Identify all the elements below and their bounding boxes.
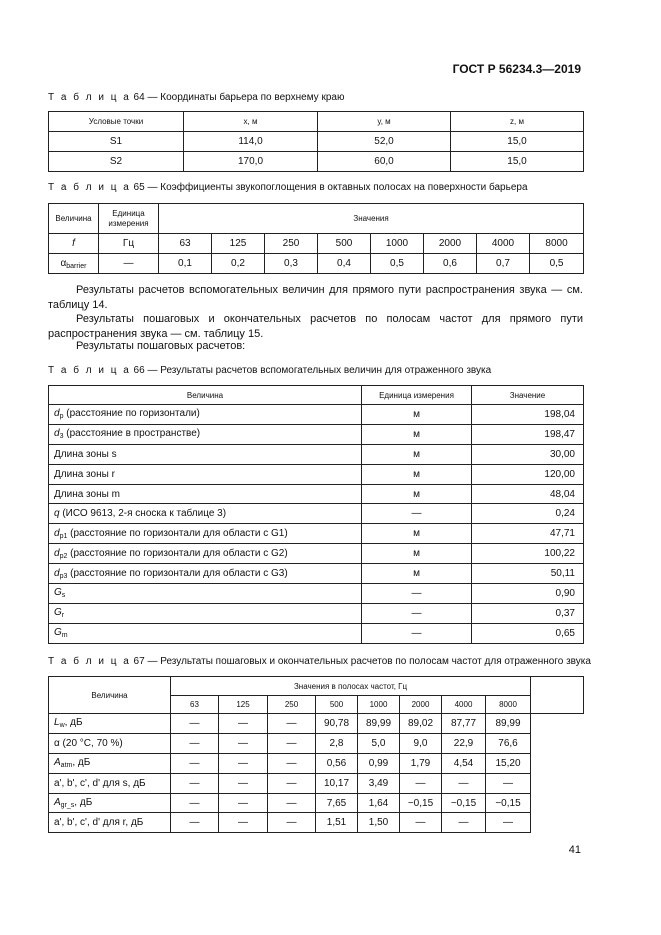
symbol: d [54,567,60,579]
column-header: 2000 [400,696,442,714]
quantity-text: , дБ [72,757,91,769]
table-row [49,484,584,504]
unit-cell: — [362,584,472,604]
column-header: Значения в полосах частот, Гц [171,677,531,696]
value-cell: 10,17 [316,773,358,793]
symbol: L [54,717,60,729]
unit-cell: м [362,564,472,584]
unit-cell: м [362,424,472,444]
cell: 2000 [424,234,477,254]
value-cell: 1,64 [358,793,400,813]
table-row [49,813,584,833]
value-cell: 4,54 [442,753,486,773]
column-header: 250 [268,696,316,714]
value-cell: 89,02 [400,714,442,734]
unit-cell: м [362,544,472,564]
document-code: ГОСТ Р 56234.3—2019 [452,62,581,76]
quantity-text: (расстояние по горизонтали) [63,408,200,420]
unit-cell: м [362,405,472,425]
value-cell: — [486,813,531,833]
value-cell: — [268,733,316,753]
column-header: Величина [49,386,362,405]
subscript: p2 [59,552,68,560]
symbol: A [54,797,61,808]
cell: 0,5 [530,254,584,274]
quantity-text: α (20 °С, 70 %) [54,737,123,749]
table-row [49,733,584,753]
quantity-cell [49,504,362,524]
table-row [49,564,584,584]
subscript: s [61,592,66,600]
paragraph: Результаты расчетов вспомогательных величин для прямого пути распространения звука — см. таблицу 14. [48,284,583,311]
cell: 114,0 [184,132,318,152]
column-header: 500 [316,696,358,714]
value-cell: 0,56 [316,753,358,773]
frequency-symbol: f [72,238,75,249]
symbol: d [54,527,60,539]
unit-cell: — [362,504,472,524]
value-cell: — [268,813,316,833]
table-row [49,504,584,524]
value-cell: 89,99 [358,714,400,734]
table-row [49,254,584,274]
table-row [49,603,584,623]
cell: 15,0 [451,152,584,172]
table-row [49,544,584,564]
value-cell: — [171,813,219,833]
value-cell: — [268,714,316,734]
table-row [49,234,584,254]
value-cell: — [486,773,531,793]
table-row [49,793,584,813]
value-cell: −0,15 [442,793,486,813]
value-cell: 198,04 [472,405,584,425]
symbol: G [54,587,62,599]
cell: 0,7 [477,254,530,274]
quantity-text: Длина зоны s [54,448,117,460]
value-cell: 0,24 [472,504,584,524]
quantity-text: Длина зоны r [54,468,115,480]
cell: 60,0 [318,152,451,172]
table-67-caption [48,656,591,667]
quantity-cell [49,813,171,833]
subscript: p3 [59,572,68,580]
paragraph: Результаты пошаговых расчетов: [76,340,246,352]
quantity-text: , дБ [64,717,83,729]
subscript: p [59,413,64,421]
table-66 [48,385,584,644]
alpha-subscript: barrier [66,262,87,270]
table-row [49,524,584,544]
table-66-caption [48,365,491,376]
value-cell: 7,65 [316,793,358,813]
value-cell: — [400,773,442,793]
cell: 15,0 [451,132,584,152]
value-cell: 48,04 [472,484,584,504]
value-cell: 1,79 [400,753,442,773]
cell: 4000 [477,234,530,254]
value-cell: 120,00 [472,464,584,484]
quantity-text: a', b', c', d' для r, дБ [54,817,144,829]
quantity-text: (расстояние в пространстве) [63,428,201,440]
table-row [49,464,584,484]
quantity-cell [49,405,362,425]
value-cell: 1,51 [316,813,358,833]
value-cell: — [268,793,316,813]
quantity-text: (ИСО 9613, 2-я сноска к таблице 3) [59,508,227,520]
table-label: Т а б л и ц а [48,92,131,103]
value-cell: — [219,714,268,734]
cell: 0,4 [318,254,371,274]
unit-header-line-1: Единица [112,208,145,218]
value-cell: 9,0 [400,733,442,753]
cell: S1 [49,132,184,152]
table-caption-text: 66 — Результаты расчетов вспомогательных величин для отраженного звука [130,365,492,376]
value-cell: 76,6 [486,733,531,753]
quantity-text: , дБ [74,797,93,808]
table-row [49,753,584,773]
value-cell: — [400,813,442,833]
quantity-text: a', b', c', d' для s, дБ [54,777,146,789]
quantity-text: (расстояние по горизонтали для области с G3) [67,567,288,579]
value-cell: — [268,773,316,793]
cell: Гц [99,234,159,254]
quantity-cell [49,424,362,444]
table-row [49,714,584,734]
unit-cell: — [362,603,472,623]
cell [49,254,99,274]
cell: 0,1 [159,254,212,274]
value-cell: 89,99 [486,714,531,734]
column-header: 63 [171,696,219,714]
value-cell: 90,78 [316,714,358,734]
value-cell: −0,15 [400,793,442,813]
table-row [49,623,584,643]
subscript: m [61,632,68,640]
cell: 250 [265,234,318,254]
column-header: 125 [219,696,268,714]
unit-cell: м [362,484,472,504]
table-caption-text: 67 — Результаты пошаговых и окончательных расчетов по полосам частот для отраженного звука [130,656,591,667]
value-cell: 5,0 [358,733,400,753]
quantity-text: Длина зоны m [54,488,120,500]
value-cell: 0,37 [472,603,584,623]
quantity-cell [49,444,362,464]
column-header: 1000 [358,696,400,714]
table-67 [48,676,584,833]
quantity-text: (расстояние по горизонтали для области с G1) [67,527,288,539]
subscript: w [59,722,65,730]
quantity-cell [49,544,362,564]
subscript: p1 [59,532,68,540]
unit-cell: м [362,444,472,464]
value-cell: 50,11 [472,564,584,584]
value-cell: — [171,714,219,734]
value-cell: 100,22 [472,544,584,564]
column-header: Значение [472,386,584,405]
quantity-cell [49,584,362,604]
paragraph: Результаты пошаговых и окончательных расчетов по полосам частот для прямого пути распространения звука — см. таблицу 15. [48,313,583,340]
quantity-cell [49,603,362,623]
symbol: q [54,508,60,520]
cell [49,234,99,254]
quantity-cell [49,793,171,813]
table-65-caption [48,182,528,193]
unit-cell: — [362,623,472,643]
value-cell: 47,71 [472,524,584,544]
subscript: gr_s [60,802,75,809]
quantity-cell [49,773,171,793]
cell: 52,0 [318,132,451,152]
table-label: Т а б л и ц а [48,656,131,667]
column-header: Величина [49,677,171,714]
cell: 0,3 [265,254,318,274]
quantity-cell [49,623,362,643]
column-header: Величина [49,204,99,234]
column-header [99,204,159,234]
table-row [49,424,584,444]
value-cell: 3,49 [358,773,400,793]
value-cell: — [219,793,268,813]
value-cell: 87,77 [442,714,486,734]
subscript: 3 [59,433,64,441]
cell: S2 [49,152,184,172]
value-cell: — [219,773,268,793]
empty-header-cell [531,677,584,714]
cell: 170,0 [184,152,318,172]
page-number: 41 [568,844,581,856]
value-cell: 1,50 [358,813,400,833]
value-cell: — [268,753,316,773]
value-cell: — [442,773,486,793]
value-cell: 0,99 [358,753,400,773]
column-header: 4000 [442,696,486,714]
symbol: d [54,428,60,440]
quantity-cell [49,564,362,584]
column-header: Значения [159,204,584,234]
subscript: atm [60,762,73,770]
value-cell: 2,8 [316,733,358,753]
table-label: Т а б л и ц а [48,365,131,376]
symbol: G [54,607,62,619]
symbol: d [54,408,60,420]
value-cell: 0,65 [472,623,584,643]
value-cell: — [442,813,486,833]
value-cell: 22,9 [442,733,486,753]
quantity-cell [49,714,171,734]
quantity-cell [49,524,362,544]
value-cell: 0,90 [472,584,584,604]
column-header: Условые точки [49,112,184,132]
symbol: G [54,627,62,639]
table-row [49,773,584,793]
cell: 0,6 [424,254,477,274]
quantity-cell [49,753,171,773]
table-64 [48,111,584,172]
cell: 0,2 [212,254,265,274]
value-cell: — [219,753,268,773]
unit-cell: м [362,464,472,484]
column-header: x, м [184,112,318,132]
column-header: z, м [451,112,584,132]
value-cell: 15,20 [486,753,531,773]
value-cell: — [219,813,268,833]
cell: 125 [212,234,265,254]
column-header: Единица измерения [362,386,472,405]
table-caption-text: 65 — Коэффициенты звукопоглощения в октавных полосах на поверхности барьера [130,182,528,193]
value-cell: — [219,733,268,753]
symbol: A [54,757,61,769]
quantity-text: (расстояние по горизонтали для области с G2) [67,547,288,559]
cell: 1000 [371,234,424,254]
value-cell: — [171,793,219,813]
value-cell: 30,00 [472,444,584,464]
quantity-cell [49,464,362,484]
table-row [49,152,584,172]
cell: — [99,254,159,274]
unit-header-line-2: измерения [108,218,149,228]
table-row [49,584,584,604]
table-64-caption [48,92,344,103]
subscript: r [61,612,65,620]
value-cell: — [171,773,219,793]
value-cell: −0,15 [486,793,531,813]
table-label: Т а б л и ц а [48,182,131,193]
quantity-cell [49,733,171,753]
cell: 0,5 [371,254,424,274]
unit-cell: м [362,524,472,544]
table-row [49,132,584,152]
symbol: d [54,547,60,559]
value-cell: — [171,733,219,753]
quantity-cell [49,484,362,504]
table-caption-text: 64 — Координаты барьера по верхнему краю [130,92,345,103]
cell: 8000 [530,234,584,254]
column-header: y, м [318,112,451,132]
column-header: 8000 [486,696,531,714]
cell: 63 [159,234,212,254]
table-65 [48,203,584,274]
cell: 500 [318,234,371,254]
table-row [49,444,584,464]
table-row [49,405,584,425]
value-cell: — [171,753,219,773]
alpha-symbol: α [60,257,67,269]
value-cell: 198,47 [472,424,584,444]
